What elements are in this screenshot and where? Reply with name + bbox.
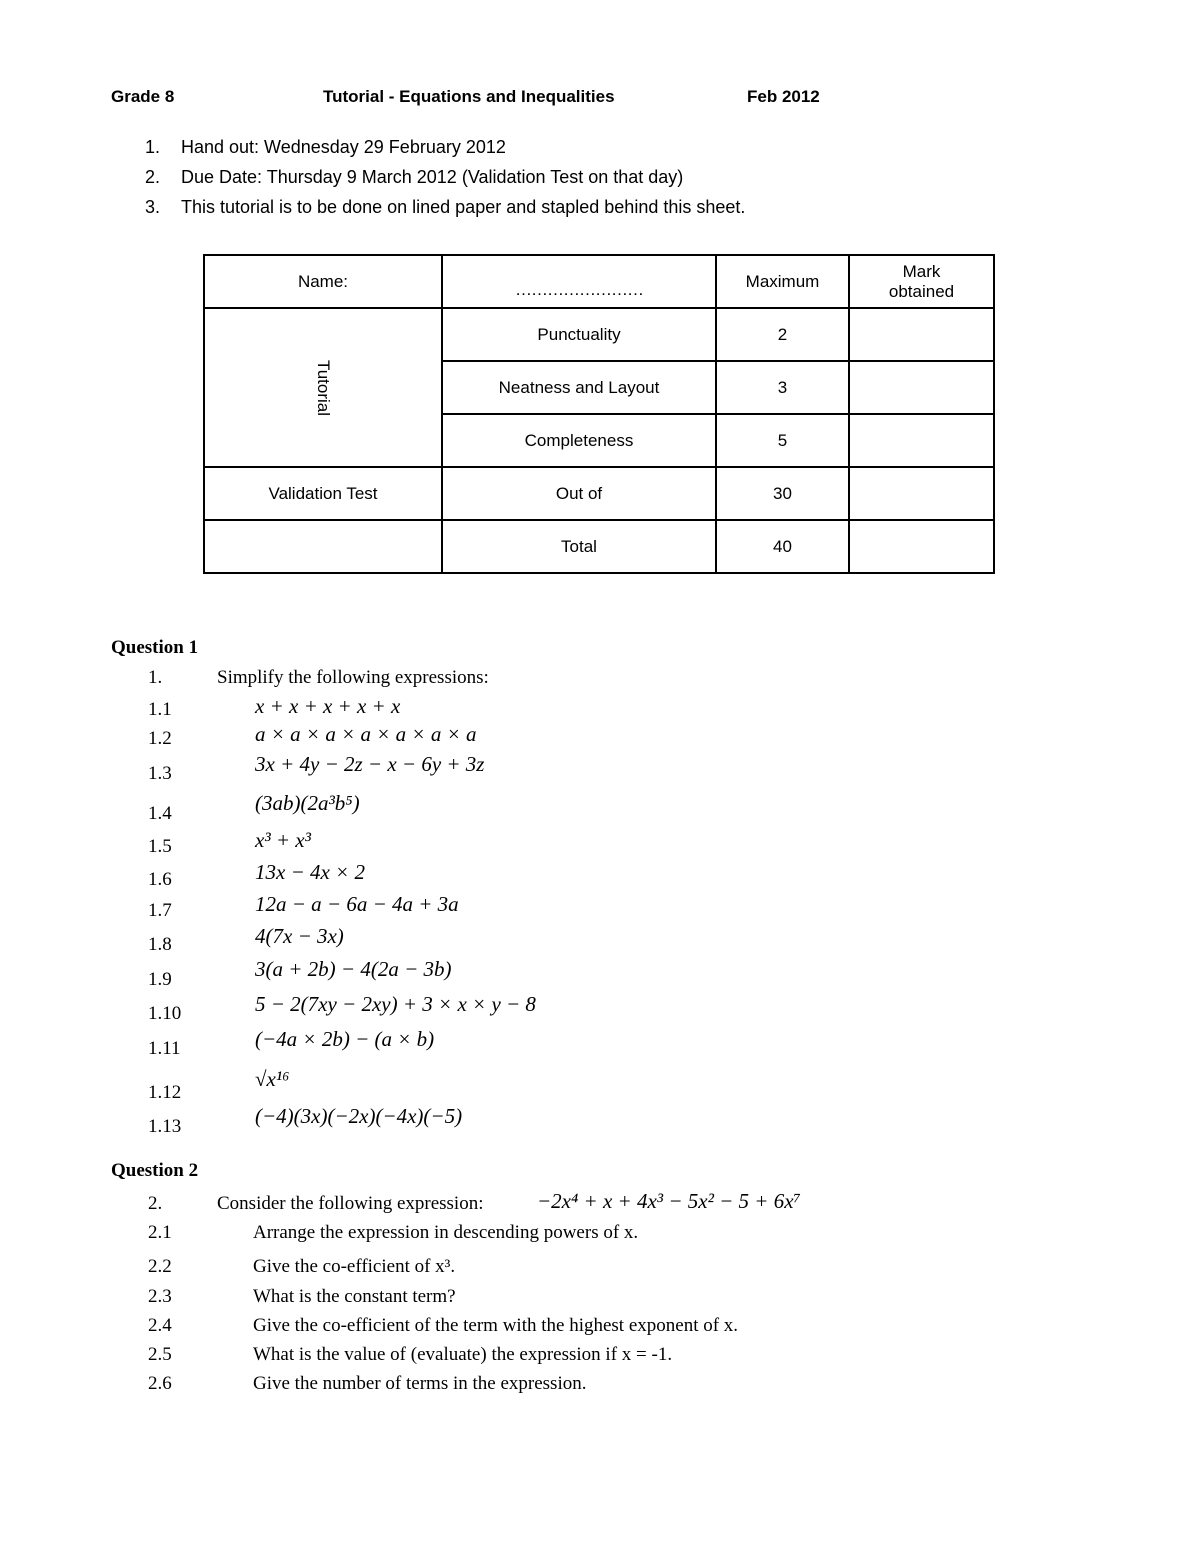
item-number: 1.3 xyxy=(148,763,172,784)
item-number: 1.6 xyxy=(148,869,172,890)
table-header-row xyxy=(204,255,994,308)
item-number: 1.12 xyxy=(148,1082,182,1103)
expression: 3x + 4y − 2z − x − 6y + 3z xyxy=(255,752,485,776)
mark-cell[interactable] xyxy=(849,414,994,467)
maximum-cell: 5 xyxy=(716,414,849,467)
header-title: Tutorial - Equations and Inequalities xyxy=(323,87,615,106)
item-number: 1.13 xyxy=(148,1116,182,1137)
header-date: Feb 2012 xyxy=(747,87,820,106)
item-number: 2.6 xyxy=(148,1373,172,1394)
expression: a × a × a × a × a × a × a xyxy=(255,722,477,746)
item-number: 2.1 xyxy=(148,1222,172,1243)
instruction-number: 3. xyxy=(145,197,161,217)
expression: x³ + x³ xyxy=(255,828,311,852)
mark-obtained-header xyxy=(849,255,994,308)
expression: 12a − a − 6a − 4a + 3a xyxy=(255,892,459,916)
item-number: 1.4 xyxy=(148,803,172,824)
expression: 3(a + 2b) − 4(2a − 3b) xyxy=(255,957,452,981)
empty-cell xyxy=(204,520,442,573)
table-row xyxy=(204,520,994,573)
question-text: What is the value of (evaluate) the expression if x = -1. xyxy=(253,1344,673,1365)
name-field[interactable] xyxy=(442,255,716,308)
mark-cell[interactable] xyxy=(849,467,994,520)
expression: 4(7x − 3x) xyxy=(255,924,344,948)
mark-header-line2: obtained xyxy=(888,281,955,301)
total-label: Total xyxy=(442,520,716,573)
question-text: Simplify the following expressions: xyxy=(217,667,489,688)
item-number: 1.9 xyxy=(148,969,172,990)
instruction-text: Due Date: Thursday 9 March 2012 (Validation Test on that day) xyxy=(181,167,684,187)
maximum-header: Maximum xyxy=(716,255,849,308)
question-text: Give the co-efficient of the term with the highest exponent of x. xyxy=(253,1315,739,1336)
item-number: 2.3 xyxy=(148,1286,172,1307)
criterion-cell: Neatness and Layout xyxy=(442,361,716,414)
item-number: 1.1 xyxy=(148,699,172,720)
table-row xyxy=(204,308,994,361)
maximum-cell: 2 xyxy=(716,308,849,361)
instruction-number: 1. xyxy=(145,137,161,157)
tutorial-label-cell xyxy=(204,308,442,467)
instruction-text: This tutorial is to be done on lined paper and stapled behind this sheet. xyxy=(181,197,746,217)
item-number: 1.7 xyxy=(148,900,172,921)
question-text: Consider the following expression: xyxy=(217,1193,484,1214)
name-label: Name: xyxy=(204,255,442,308)
maximum-cell: 3 xyxy=(716,361,849,414)
name-blank: …………………… xyxy=(515,279,643,299)
expression: (−4a × 2b) − (a × b) xyxy=(255,1027,435,1051)
item-number: 1.8 xyxy=(148,934,172,955)
table-row xyxy=(204,467,994,520)
expression: (3ab)(2a³b⁵) xyxy=(255,791,360,815)
expression: 5 − 2(7xy − 2xy) + 3 × x × y − 8 xyxy=(255,992,536,1016)
expression: −2x⁴ + x + 4x³ − 5x² − 5 + 6x⁷ xyxy=(537,1189,801,1213)
expression: 13x − 4x × 2 xyxy=(255,860,365,884)
item-number: 1.2 xyxy=(148,728,172,749)
mark-header-line1: Mark xyxy=(902,261,941,281)
question2-heading: Question 2 xyxy=(111,1160,199,1181)
expression: (−4)(3x)(−2x)(−4x)(−5) xyxy=(255,1104,463,1128)
marks-table xyxy=(203,254,995,574)
criterion-cell: Punctuality xyxy=(442,308,716,361)
tutorial-label: Tutorial xyxy=(314,359,333,416)
question-text: Give the number of terms in the expression. xyxy=(253,1373,587,1394)
item-number: 2.2 xyxy=(148,1256,172,1277)
item-number: 1.5 xyxy=(148,836,172,857)
instruction-text: Hand out: Wednesday 29 February 2012 xyxy=(181,137,506,157)
maximum-cell: 40 xyxy=(716,520,849,573)
validation-test-label: Validation Test xyxy=(204,467,442,520)
question-text: Give the co-efficient of x³. xyxy=(253,1256,456,1277)
question-text: Arrange the expression in descending powers of x. xyxy=(253,1222,639,1243)
maximum-cell: 30 xyxy=(716,467,849,520)
mark-cell[interactable] xyxy=(849,361,994,414)
question-text: What is the constant term? xyxy=(253,1286,456,1307)
expression: √x¹⁶ xyxy=(255,1067,290,1091)
item-number: 1.10 xyxy=(148,1003,182,1024)
question1-heading: Question 1 xyxy=(111,637,199,658)
question-number: 1. xyxy=(148,667,163,688)
expression: x + x + x + x + x xyxy=(255,694,401,718)
out-of-label: Out of xyxy=(442,467,716,520)
item-number: 1.11 xyxy=(148,1038,181,1059)
instruction-item xyxy=(145,137,506,158)
item-number: 2.5 xyxy=(148,1344,172,1365)
instruction-item xyxy=(145,197,745,218)
instruction-number: 2. xyxy=(145,167,161,187)
mark-cell[interactable] xyxy=(849,308,994,361)
instruction-item xyxy=(145,167,683,188)
item-number: 2.4 xyxy=(148,1315,172,1336)
question-number: 2. xyxy=(148,1193,163,1214)
header-grade: Grade 8 xyxy=(111,87,175,106)
criterion-cell: Completeness xyxy=(442,414,716,467)
mark-cell[interactable] xyxy=(849,520,994,573)
